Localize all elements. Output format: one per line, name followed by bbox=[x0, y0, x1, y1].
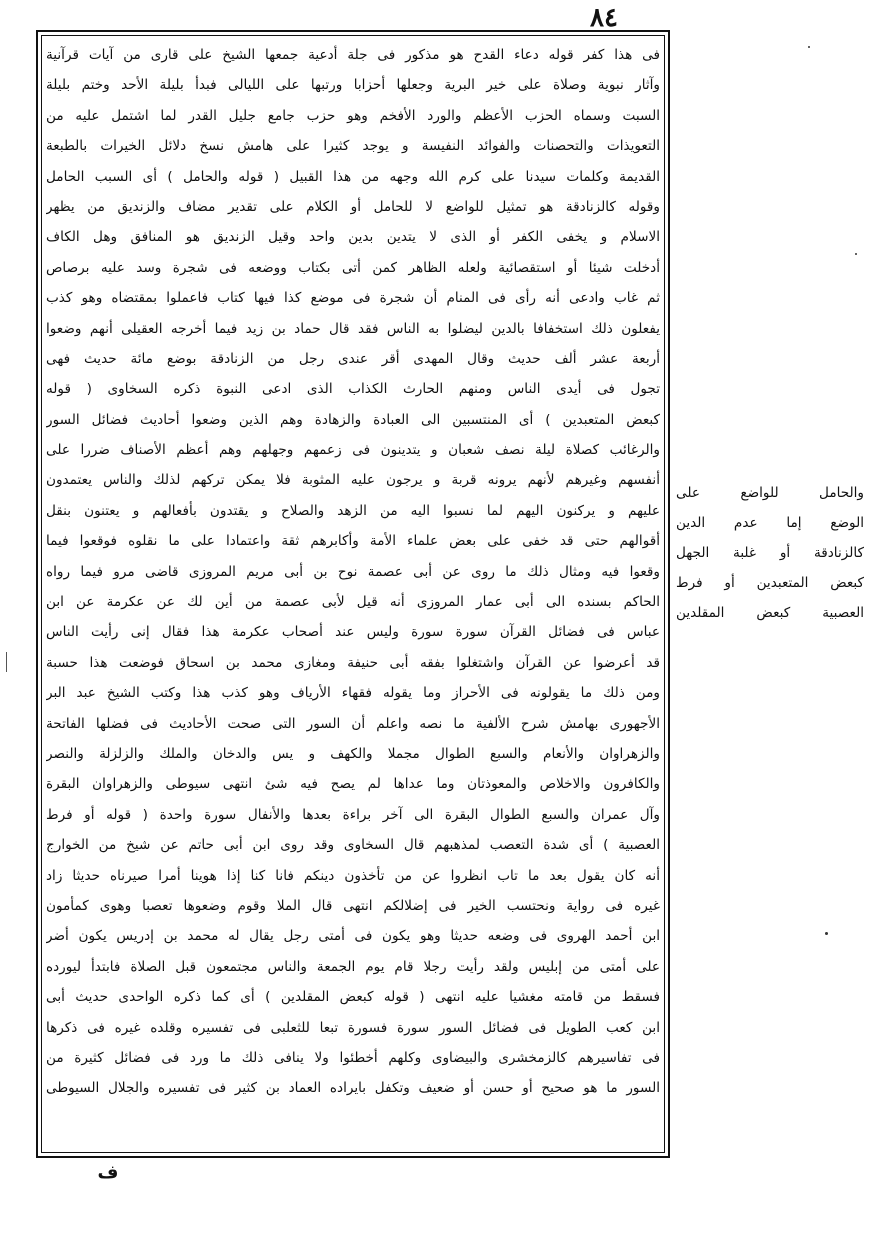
text-line: فى تفاسيرهم كالزمخشرى والبيضاوى وكلهم أخطئوا ولا ينافى ذلك ما ورد فى فضائل كثيرة من bbox=[46, 1049, 660, 1066]
text-line: على أمتى من إبليس ولقد رأيت رجلا قام يوم الجمعة والناس مجتمعون قبل الصلاة فابتدأ ليورده bbox=[46, 958, 660, 975]
text-line: العصبية ) أى شدة التعصب لمذهبهم قال السخاوى وقد روى ابن أبى حاتم عن شيخ من الخوارج bbox=[46, 837, 660, 854]
text-line: أربعة عشر ألف حديث وقال المهدى أقر عندى رجل من الزنادقة بوضع مائة حديث فهى bbox=[46, 350, 660, 367]
margin-note-line: كبعض المتعبدين أو فرط bbox=[676, 575, 864, 591]
text-line: أنه كان يقول بعد ما تاب انظروا عن من تأخذون دينكم فانا كنا إذا هوينا أمرا صيرناه حديثا زاد bbox=[46, 867, 660, 884]
text-line: وآثار نبوية وصلاة على خير البرية وجعلها أحزابا ورتبها على الليالى فبدأ بليلة الأحد وختم بليلة bbox=[46, 77, 660, 94]
margin-note-line: العصبية كبعض المقلدين bbox=[676, 605, 864, 621]
ink-speck bbox=[855, 253, 857, 255]
text-line: فى هذا كفر قوله دعاء القدح هو مذكور فى جلة أدعية جمعها الشيخ على قارى من آيات قرآنية bbox=[46, 47, 660, 63]
text-line: فسقط من قامته مغشيا عليه انتهى ( قوله كبعض المقلدين ) أى كما ذكره الواحدى حديث أبى bbox=[46, 989, 660, 1006]
text-line: قد أعرضوا عن القرآن واشتغلوا بفقه أبى حنيفة ومغازى محمد بن اسحاق فوضعت هذا حسبة bbox=[46, 654, 660, 671]
text-line: التعويذات والتحصنات والفوائد النفيسة و يوجد كثيرا على هامش نسخ دلائل الخيرات بالطبعة bbox=[46, 138, 660, 155]
text-line: وقعوا فيه ومثال ذلك ما روى عن أبى عصمة نوح بن أبى مريم المروزى قاضى مرو فيما رواه bbox=[46, 563, 660, 580]
text-line: كبعض المتعبدين ) أى المنتسبين الى العبادة والزهادة وهم الذين وضعوا أحاديث فضائل السور bbox=[46, 411, 660, 428]
ink-speck bbox=[808, 46, 810, 48]
text-line: غيره فى رواية ونحتسب الخير فى إضلالكم انتهى قال الملا وقوم وضعوها تعصبا وهوى كمأمون bbox=[46, 897, 660, 914]
text-line: ابن أحمد الهروى فى وضعه حديثا وهو يكون فى أمتى رجل يقال له محمد بن إدريس يكون أضر bbox=[46, 928, 660, 945]
main-text-block bbox=[46, 40, 660, 1104]
text-line: يفعلون ذلك استخفافا بالدين ليضلوا به الناس فقد قال حماد بن زيد فيما أخرجه العقيلى أنهم وضعوا bbox=[46, 320, 660, 337]
margin-note bbox=[676, 478, 864, 628]
text-line: تجول فى أيدى الناس ومنهم الحارث الكذاب الذى ادعى النبوة ذكره السخاوى ( قوله bbox=[46, 381, 660, 398]
catchword: ف bbox=[97, 1162, 119, 1183]
text-line: ابن كعب الطويل فى فضائل السور سورة فسورة تبعا للثعلبى فى تفسيره وقلده غيره فى ذكرها bbox=[46, 1019, 660, 1036]
text-line: أنفسهم وغيرهم لأنهم يرونه قربة و يرجون عليه المثوبة فلا يمكن تركهم لذلك والناس يعتمدون bbox=[46, 472, 660, 489]
text-line: والرغائب كصلاة ليلة نصف شعبان و يتدينون فى زعمهم وجهلهم وهم أعظم الأصناف ضررا على bbox=[46, 442, 660, 459]
page-number: ٨٤ bbox=[590, 3, 618, 33]
text-line: وآل عمران والسبع الطوال البقرة الى آخر براءة بعدها والأنفال سورة واحدة ( قوله أو فرط bbox=[46, 806, 660, 823]
ink-speck bbox=[825, 932, 828, 935]
text-line: القديمة وكلمات سيدنا على كرم الله وجهه من هذا القبيل ( قوله والحامل ) أى السبب الحامل bbox=[46, 168, 660, 185]
text-line: السبت وسماه الحزب الأعظم والورد الأفخم وهو حزب جامع جليل القدر لما اشتمل عليه من bbox=[46, 107, 660, 124]
margin-note-line: الوضع إما عدم الدين bbox=[676, 515, 864, 531]
edge-mark bbox=[6, 652, 7, 672]
margin-note-line: والحامل للواضع على bbox=[676, 485, 864, 501]
text-line: أدخلت شيئا أو استقصائية ولعله الظاهر كمن أتى بكتاب ووضعه فى شجرة وسد عليه برصاص bbox=[46, 259, 660, 276]
text-line: ثم غاب وادعى أنه رأى فى المنام أن شجرة فى موضع كذا فيها كتاب فاعملوا بمقتضاه وهو كذب bbox=[46, 290, 660, 307]
text-line: والكافرون والاخلاص والمعوذتان وما عداها لم يصح فيه شئ انتهى سيوطى والزهراوان البقرة bbox=[46, 776, 660, 793]
text-line: عباس فى فضائل القرآن سورة سورة وليس عند أصحاب عكرمة هذا فقال إنى رأيت الناس bbox=[46, 624, 660, 641]
text-line: السور ما هو صحيح أو حسن أو ضعيف وتكفل بايراده العماد بن كثير فى تفسيره والجلال السيوطى bbox=[46, 1080, 660, 1097]
text-line: أقوالهم حتى قد خفى على بعض علماء الأمة وأكابرهم ثقة واعتمادا على ما نقلوه فوقعوا فيما bbox=[46, 533, 660, 550]
text-line: عليهم و يركنون اليهم لما نسبوا اليه من الزهد والصلاح و يقتدون بأفعالهم و يعتنون بنقل bbox=[46, 502, 660, 519]
text-line: ومن ذلك ما يقولونه فى الأحراز وما يقوله فقهاء الأرياف وهو كذب هذا وكتب الشيخ عبد البر bbox=[46, 685, 660, 702]
text-line: الأجهورى بهامش شرح الألفية ما نصه واعلم أن السور التى صحت الأحاديث فى فضلها الفاتحة bbox=[46, 715, 660, 732]
margin-note-line: كالزنادقة أو غلبة الجهل bbox=[676, 545, 864, 561]
text-line: وقوله كالزنادقة هو تمثيل للواضع لا للحامل أو الكلام على تقدير مضاف والزنديق من يظهر bbox=[46, 198, 660, 215]
text-line: والزهراوان والأنعام والسبع الطوال مجملا والكهف و يس والدخان والملك والزلزلة والنصر bbox=[46, 745, 660, 762]
text-line: الاسلام و يخفى الكفر أو الذى لا يتدين بدين واحد وقيل الزنديق هو المنافق وهل الكاف bbox=[46, 229, 660, 246]
text-line: الحاكم بسنده الى أبى عمار المروزى أنه قيل لأبى عصمة من أين لك عن عكرمة عن ابن bbox=[46, 594, 660, 611]
